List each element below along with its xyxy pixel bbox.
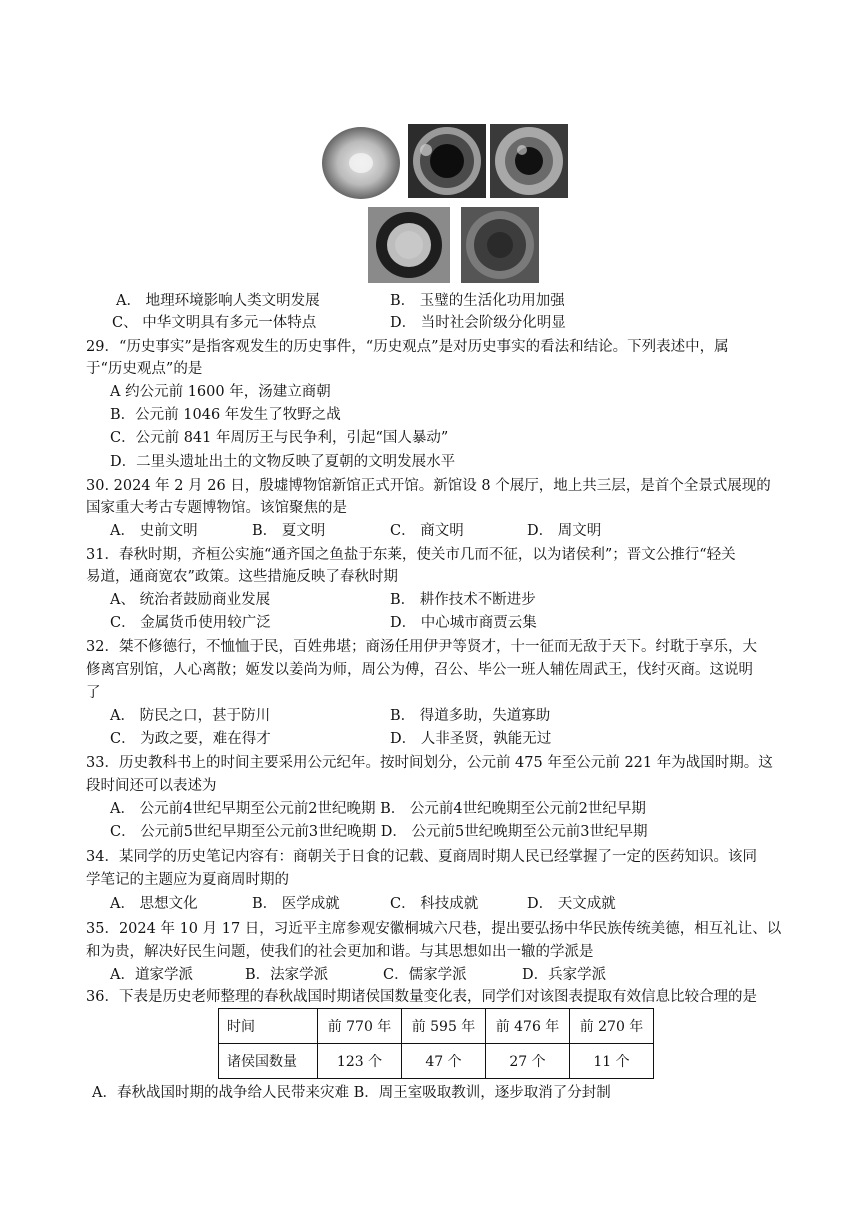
table-cell: 前 595 年: [402, 1009, 486, 1044]
q36-stem: 36．下表是历史老师整理的春秋战国时期诸侯国数量变化表，同学们对该图表提取有效信息比较合理的是: [86, 989, 757, 1005]
q31-option-a: A、 统治者鼓励商业发展: [110, 592, 271, 608]
q34-option-c: C． 科技成就: [390, 896, 479, 912]
q34-option-b: B． 医学成就: [252, 896, 340, 912]
table-cell: 27 个: [486, 1044, 570, 1079]
q35-stem-line-2: 和为贵，解决好民生问题，使我们的社会更加和谐。与其思想如出一辙的学派是: [86, 944, 594, 960]
q31-stem-line-1: 31．春秋时期，齐桓公实施“通齐国之鱼盐于东莱，使关市几而不征，以为诸侯利”；晋文公推行“轻关: [86, 547, 736, 563]
q30-option-a: A． 史前文明: [110, 523, 198, 539]
q32-stem-line-1: 32．桀不修德行，不恤恤于民，百姓弗堪；商汤任用伊尹等贤才，十一征而无敌于天下。纣耽于享乐，大: [86, 639, 757, 655]
q32-stem-line-2: 修离宫别馆，人心离散；姬发以姜尚为师，周公为傅，召公、毕公一班人辅佐周武王，伐纣灭商。这说明: [86, 662, 753, 678]
jade-bi-image-3: [490, 124, 568, 198]
q36-options-ab: A．春秋战国时期的战争给人民带来灾难 B．周王室吸取教训，逐步取消了分封制: [92, 1085, 611, 1101]
table-cell: 47 个: [402, 1044, 486, 1079]
q28-option-d: D． 当时社会阶级分化明显: [390, 315, 566, 331]
q30-stem-line-2: 国家重大考古专题博物馆。该馆聚焦的是: [86, 500, 347, 516]
q28-option-a: A． 地理环境影响人类文明发展: [116, 293, 320, 309]
q32-option-d: D． 人非圣贤，孰能无过: [390, 731, 552, 747]
jade-bi-image-5: [461, 207, 539, 283]
table-cell: 前 270 年: [570, 1009, 654, 1044]
q32-option-c: C． 为政之要，难在得才: [110, 731, 271, 747]
table-row: [219, 1009, 654, 1044]
q30-option-d: D． 周文明: [527, 523, 602, 539]
q34-stem-line-2: 学笔记的主题应为夏商周时期的: [86, 872, 289, 888]
jade-bi-image-2: [408, 124, 486, 198]
q35-option-b: B．法家学派: [245, 967, 329, 983]
vassal-state-count-table: [218, 1008, 654, 1079]
jade-bi-image-4: [368, 207, 450, 283]
q32-option-a: A． 防民之口，甚于防川: [110, 708, 271, 724]
q30-stem-line-1: 30. 2024 年 2 月 26 日，殷墟博物馆新馆正式开馆。新馆设 8 个展厅，地上共三层，是首个全景式展现的: [86, 478, 771, 494]
q31-option-b: B． 耕作技术不断进步: [390, 592, 536, 608]
table-cell: 123 个: [318, 1044, 402, 1079]
q34-stem-line-1: 34．某同学的历史笔记内容有：商朝关于日食的记载、夏商周时期人民已经掌握了一定的医药知识。该同: [86, 849, 757, 865]
q29-stem-line-2: 于“历史观点”的是: [86, 361, 203, 377]
q32-stem-line-3: 了: [86, 685, 101, 701]
jade-bi-image-1: [321, 126, 401, 200]
q33-options-ab: A． 公元前4世纪早期至公元前2世纪晚期 B． 公元前4世纪晚期至公元前2世纪早期: [110, 801, 646, 817]
q34-option-d: D． 天文成就: [527, 896, 616, 912]
q35-option-d: D．兵家学派: [522, 967, 607, 983]
q33-options-cd: C． 公元前5世纪早期至公元前3世纪晚期 D． 公元前5世纪晚期至公元前3世纪早期: [110, 824, 648, 840]
q33-stem-line-1: 33．历史教科书上的时间主要采用公元纪年。按时间划分，公元前 475 年至公元前 221 年为战国时期。这: [86, 755, 773, 771]
q29-option-a: A 约公元前 1600 年，汤建立商朝: [110, 384, 331, 400]
q31-stem-line-2: 易道，通商宽农”政策。这些措施反映了春秋时期: [86, 569, 398, 585]
q35-option-a: A．道家学派: [110, 967, 193, 983]
q28-option-c: C、 中华文明具有多元一体特点: [112, 315, 317, 331]
q29-stem-line-1: 29．“历史事实”是指客观发生的历史事件，“历史观点”是对历史事实的看法和结论。下列表述中，属: [86, 339, 729, 355]
table-row: [219, 1044, 654, 1079]
q33-stem-line-2: 段时间还可以表述为: [86, 778, 217, 794]
q29-option-c: C．公元前 841 年周厉王与民争利，引起“国人暴动”: [110, 430, 449, 446]
q29-option-d: D．二里头遗址出土的文物反映了夏朝的文明发展水平: [110, 454, 456, 470]
table-cell: 前 770 年: [318, 1009, 402, 1044]
q35-option-c: C．儒家学派: [383, 967, 467, 983]
q28-option-b: B． 玉璧的生活化功用加强: [390, 293, 565, 309]
table-cell: 诸侯国数量: [219, 1044, 318, 1079]
q32-option-b: B． 得道多助，失道寡助: [390, 708, 551, 724]
q30-option-c: C． 商文明: [390, 523, 464, 539]
q31-option-d: D． 中心城市商贾云集: [390, 615, 537, 631]
table-cell: 前 476 年: [486, 1009, 570, 1044]
table-cell: 时间: [219, 1009, 318, 1044]
q30-option-b: B． 夏文明: [252, 523, 326, 539]
table-cell: 11 个: [570, 1044, 654, 1079]
q31-option-c: C． 金属货币使用较广泛: [110, 615, 271, 631]
q34-option-a: A． 思想文化: [110, 896, 198, 912]
q29-option-b: B．公元前 1046 年发生了牧野之战: [110, 407, 341, 423]
q35-stem-line-1: 35．2024 年 10 月 17 日，习近平主席参观安徽桐城六尺巷，提出要弘扬中华民族传统美德，相互礼让、以: [86, 921, 782, 937]
